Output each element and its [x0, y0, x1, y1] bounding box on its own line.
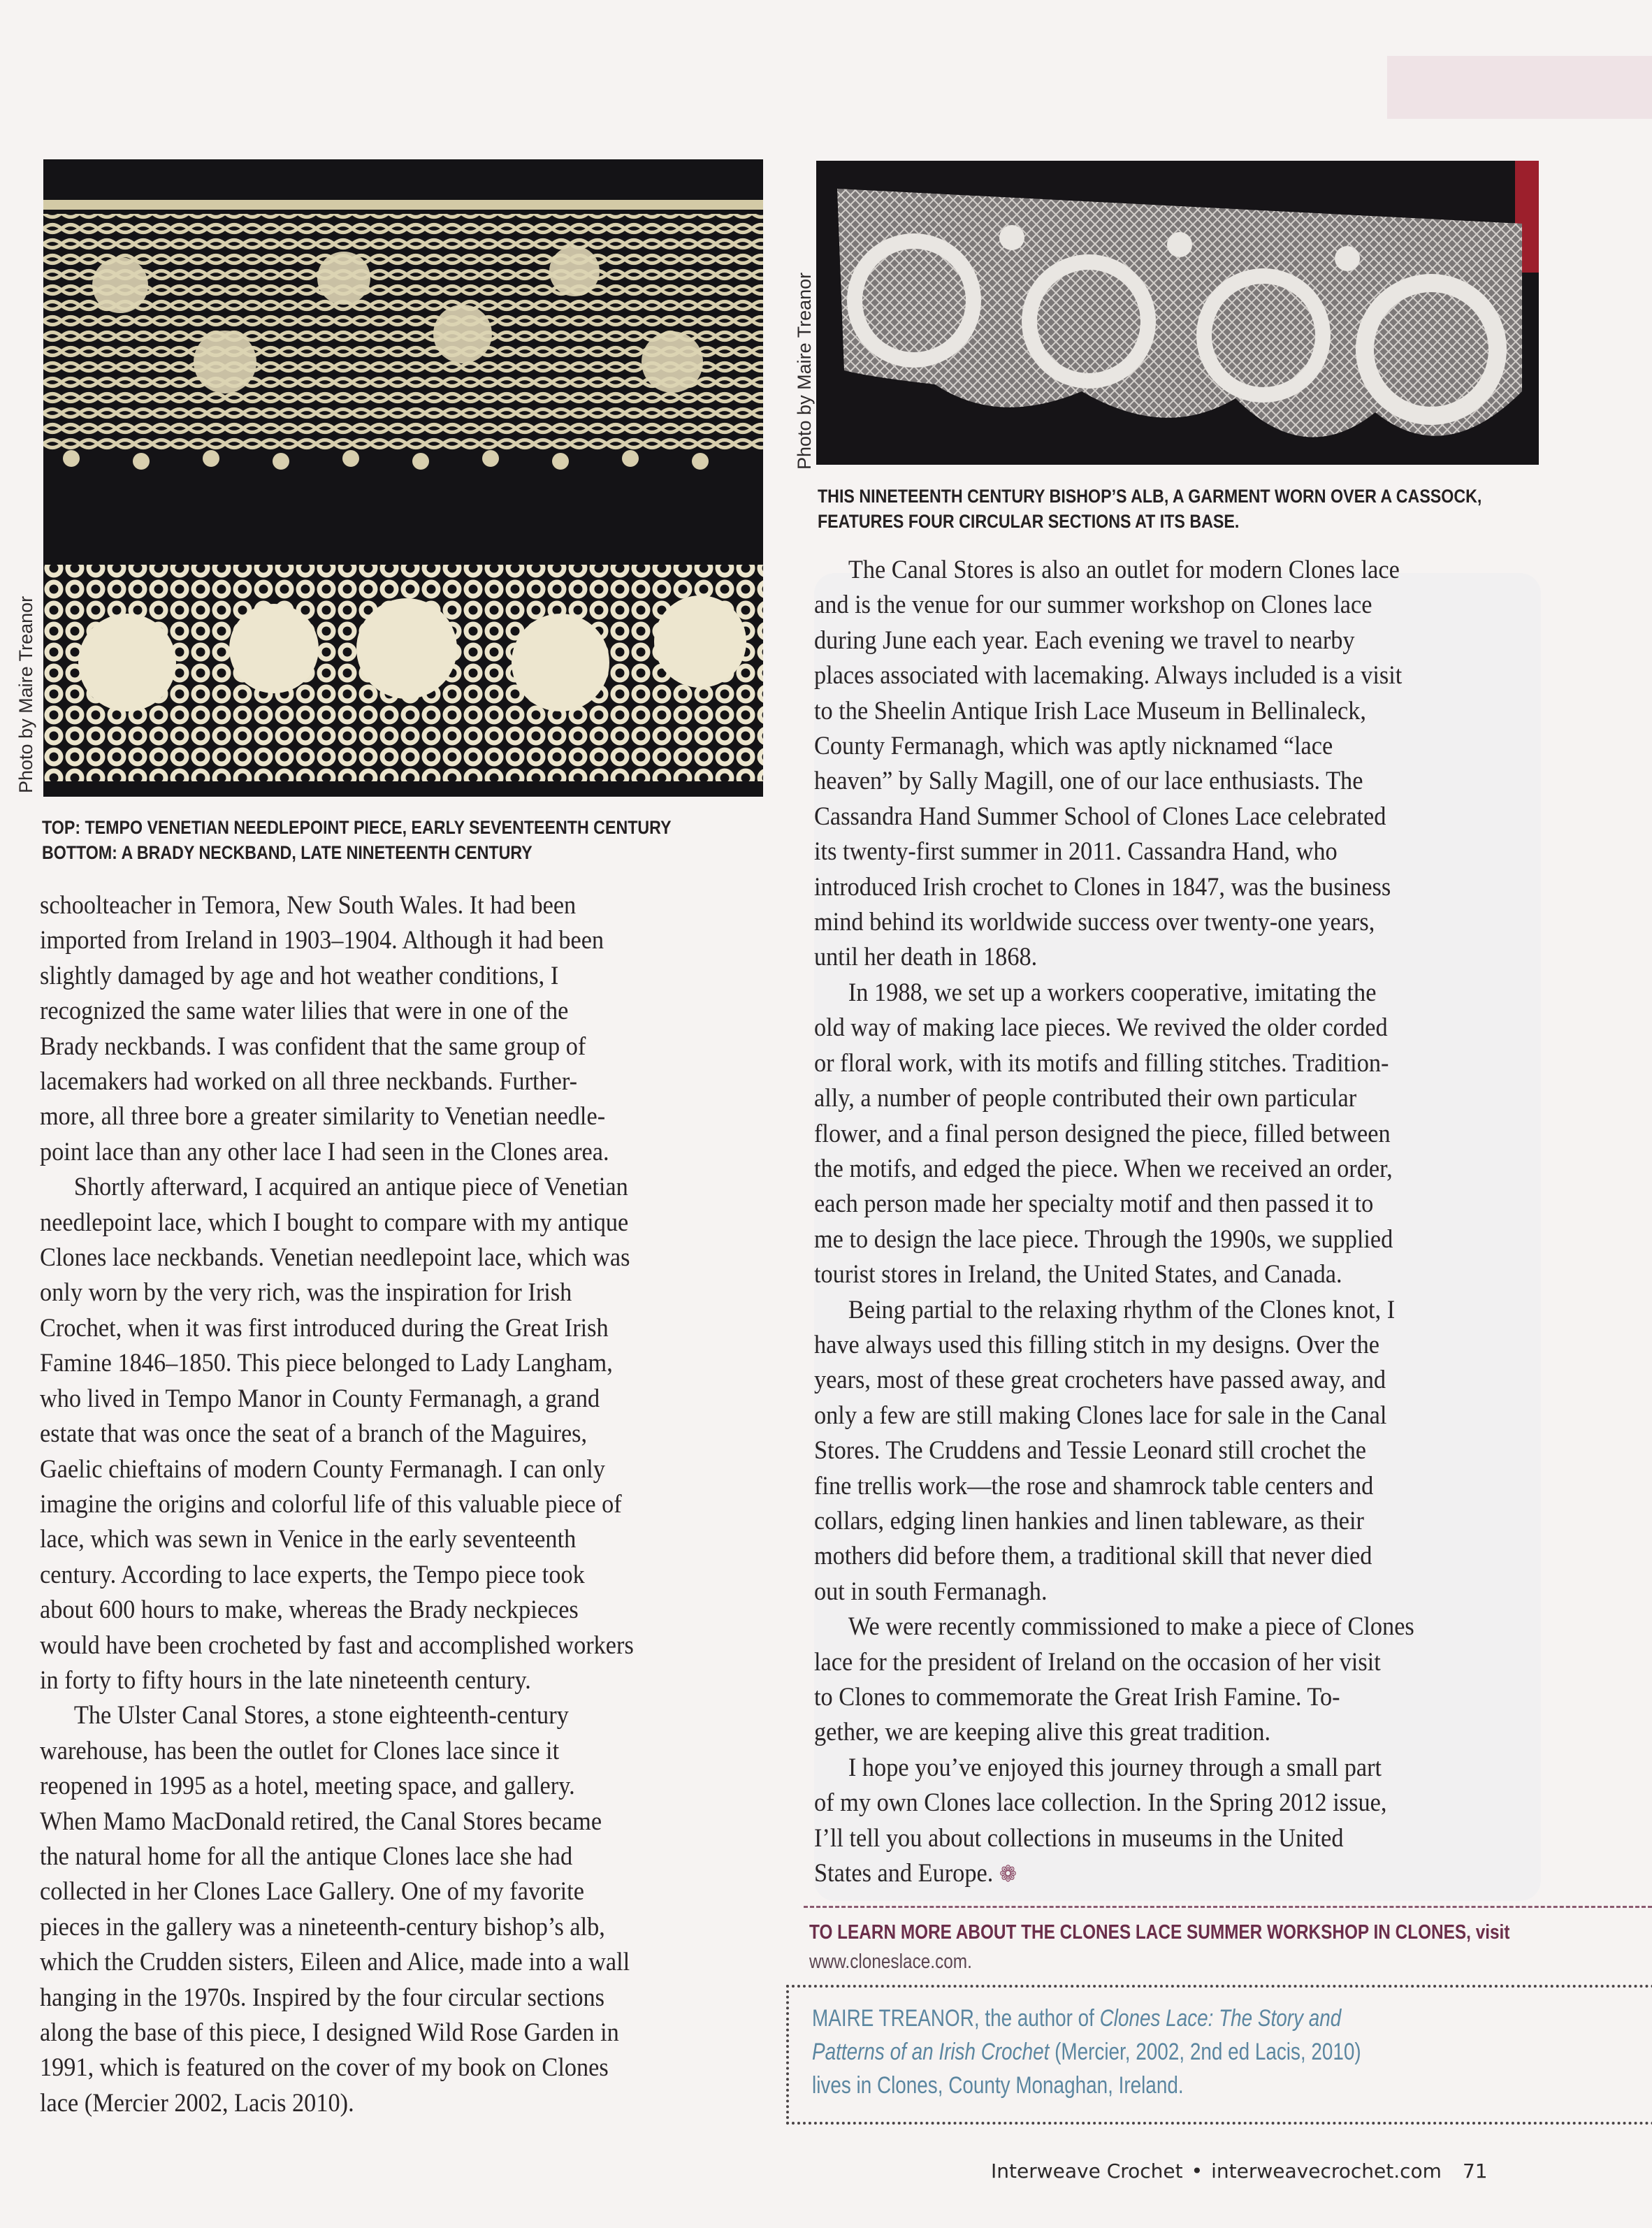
body-line: I hope you’ve enjoyed this journey through a small part: [848, 1752, 1382, 1781]
body-line: slightly damaged by age and hot weather conditions, I: [40, 960, 559, 990]
body-line: imported from Ireland in 1903–1904. Although it had been: [40, 925, 604, 955]
body-line: lace (Mercier 2002, Lacis 2010).: [40, 2088, 354, 2117]
body-line: mind behind its worldwide success over twenty-one years,: [814, 907, 1375, 936]
body-line: would have been crocheted by fast and accomplished workers: [40, 1630, 634, 1659]
body-line: Being partial to the relaxing rhythm of the Clones knot, I: [848, 1294, 1396, 1324]
caption-line: BOTTOM: A BRADY NECKBAND, LATE NINETEENTH CENTURY: [42, 842, 532, 863]
body-line: warehouse, has been the outlet for Clones lace since it: [40, 1735, 560, 1765]
callout-heading: TO LEARN MORE ABOUT THE CLONES LACE SUMMER WORKSHOP IN CLONES,: [809, 1921, 1471, 1944]
lace-photo-illustration: [43, 159, 763, 797]
body-line: along the base of this piece, I designed Wild Rose Garden in: [40, 2018, 619, 2046]
body-line: its twenty-first summer in 2011. Cassandra Hand, who: [814, 837, 1338, 866]
body-line: who lived in Tempo Manor in County Fermanagh, a grand: [40, 1383, 600, 1412]
body-line: pieces in the gallery was a nineteenth-century bishop’s alb,: [40, 1911, 605, 1941]
author-bio: [812, 2002, 1361, 2102]
body-line: collars, edging linen hankies and linen tableware, as their: [814, 1505, 1364, 1535]
flower-end-mark-icon: ❁: [999, 1861, 1017, 1887]
body-line: more, all three bore a greater similarity to Venetian needle-: [40, 1101, 606, 1131]
body-line-final: [814, 1856, 1504, 1891]
magazine-website: interweavecrochet.com: [1211, 2160, 1442, 2183]
photo-lace-neckbands: [43, 159, 763, 797]
body-line: and is the venue for our summer workshop on Clones lace: [814, 590, 1372, 619]
body-line: the natural home for all the antique Clones lace she had: [40, 1841, 573, 1870]
photo-credit: Photo by Maire Treanor: [794, 272, 815, 470]
body-line: flower, and a final person designed the piece, filled between: [814, 1118, 1391, 1148]
author-name: MAIRE TREANOR: [812, 2005, 974, 2032]
bio-text: , the author of: [973, 2005, 1100, 2032]
page-footer: [991, 2160, 1488, 2183]
body-line: point lace than any other lace I had seen in the Clones area.: [40, 1136, 609, 1166]
bio-text: (Mercier, 2002, 2nd ed Lacis, 2010): [1049, 2039, 1361, 2065]
body-line: or floral work, with its motifs and filling stitches. Tradition-: [814, 1048, 1389, 1077]
body-line: tourist stores in Ireland, the United States, and Canada.: [814, 1259, 1342, 1289]
body-line: lace for the president of Ireland on the occasion of her visit: [814, 1647, 1381, 1676]
decorative-tint-block: [1387, 56, 1652, 119]
body-line: introduced Irish crochet to Clones in 1847, was the business: [814, 871, 1391, 901]
magazine-name: Interweave Crochet: [991, 2160, 1183, 2183]
body-line: mothers did before them, a traditional skill that never died: [814, 1541, 1372, 1570]
body-line: Gaelic chieftains of modern County Fermanagh. I can only: [40, 1454, 605, 1483]
body-line: Brady neckbands. I was confident that the same group of: [40, 1031, 586, 1060]
body-line: The Ulster Canal Stores, a stone eighteenth-century: [73, 1700, 569, 1730]
body-line: to the Sheelin Antique Irish Lace Museum in Bellinaleck,: [814, 695, 1366, 725]
body-line: gether, we are keeping alive this great tradition.: [814, 1717, 1271, 1746]
book-title: Patterns of an Irish Crochet: [812, 2039, 1050, 2065]
body-line: places associated with lacemaking. Always included is a visit: [814, 660, 1403, 690]
book-title: Clones Lace: The Story and: [1099, 2005, 1342, 2032]
bullet-separator: •: [1191, 2160, 1203, 2183]
body-line: Shortly afterward, I acquired an antique piece of Venetian: [73, 1172, 628, 1201]
article-body-right-column: [814, 552, 1548, 1891]
body-line: County Fermanagh, which was aptly nicknamed “lace: [814, 731, 1333, 760]
body-line: heaven” by Sally Magill, one of our lace enthusiasts. The: [814, 766, 1363, 795]
callout-visit: visit: [1475, 1921, 1510, 1944]
caption-line: TOP: TEMPO VENETIAN NEEDLEPOINT PIECE, EARLY SEVENTEENTH CENTURY: [42, 817, 672, 838]
body-line: schoolteacher in Temora, New South Wales. It had been: [40, 890, 577, 919]
page-number: 71: [1462, 2160, 1488, 2183]
photo-bishops-alb: [816, 161, 1539, 465]
body-line: Cassandra Hand Summer School of Clones Lace celebrated: [814, 801, 1386, 830]
body-line: In 1988, we set up a workers cooperative, imitating the: [848, 977, 1377, 1006]
body-line: of my own Clones lace collection. In the Spring 2012 issue,: [814, 1788, 1387, 1817]
photo-caption: [42, 815, 672, 865]
body-line: needlepoint lace, which I bought to compare with my antique: [40, 1207, 629, 1236]
caption-line: THIS NINETEENTH CENTURY BISHOP’S ALB, A GARMENT WORN OVER A CASSOCK,: [818, 486, 1482, 507]
body-line: years, most of these great crocheters have passed away, and: [814, 1365, 1386, 1394]
body-line: imagine the origins and colorful life of this valuable piece of: [40, 1489, 622, 1518]
body-line: Crochet, when it was first introduced during the Great Irish: [40, 1312, 609, 1342]
bio-line: [812, 2002, 1361, 2035]
article-body-left-column: [40, 888, 774, 2120]
body-line: estate that was once the seat of a branch of the Maguires,: [40, 1419, 588, 1448]
body-line: out in south Fermanagh.: [814, 1576, 1048, 1605]
body-line: ally, a number of people contributed their own particular: [814, 1083, 1357, 1113]
workshop-callout: [809, 1918, 1509, 1976]
caption-line: FEATURES FOUR CIRCULAR SECTIONS AT ITS BASE.: [818, 511, 1240, 532]
body-line: lace, which was sewn in Venice in the early seventeenth: [40, 1524, 577, 1554]
body-line-text: States and Europe.: [814, 1858, 994, 1888]
body-line: until her death in 1868.: [814, 942, 1038, 971]
body-line: lacemakers had worked on all three neckbands. Further-: [40, 1066, 578, 1096]
body-line: collected in her Clones Lace Gallery. One of my favorite: [40, 1876, 584, 1906]
callout-link[interactable]: www.cloneslace.com.: [809, 1951, 972, 1973]
body-line: The Canal Stores is also an outlet for modern Clones lace: [848, 555, 1400, 584]
section-divider: [804, 1906, 1652, 1908]
bio-line: [812, 2035, 1361, 2069]
body-line: to Clones to commemorate the Great Irish Famine. To-: [814, 1682, 1340, 1711]
body-line: me to design the lace piece. Through the 1990s, we supplied: [814, 1224, 1393, 1253]
body-line: fine trellis work—the rose and shamrock table centers and: [814, 1470, 1374, 1500]
alb-photo-illustration: [816, 161, 1539, 465]
body-line: during June each year. Each evening we travel to nearby: [814, 625, 1355, 654]
body-line: only worn by the very rich, was the inspiration for Irish: [40, 1278, 572, 1307]
body-line: which the Crudden sisters, Eileen and Alice, made into a wall: [40, 1947, 630, 1976]
body-line: about 600 hours to make, whereas the Brady neckpieces: [40, 1595, 579, 1624]
body-line: have always used this filling stitch in my designs. Over the: [814, 1329, 1380, 1359]
body-line: Famine 1846–1850. This piece belonged to Lady Langham,: [40, 1348, 613, 1377]
body-line: 1991, which is featured on the cover of my book on Clones: [40, 2053, 609, 2082]
body-line: When Mamo MacDonald retired, the Canal Stores became: [40, 1806, 602, 1835]
photo-caption: [818, 484, 1481, 534]
body-line: hanging in the 1970s. Inspired by the four circular sections: [40, 1982, 605, 2011]
body-line: century. According to lace experts, the Tempo piece took: [40, 1559, 585, 1589]
photo-credit: Photo by Maire Treanor: [15, 595, 36, 793]
body-line: in forty to fifty hours in the late nineteenth century.: [40, 1665, 531, 1694]
body-line: reopened in 1995 as a hotel, meeting space, and gallery.: [40, 1771, 575, 1800]
body-line: Stores. The Cruddens and Tessie Leonard still crochet the: [814, 1435, 1367, 1465]
bio-line: lives in Clones, County Monaghan, Ireland.: [812, 2072, 1184, 2099]
body-line: We were recently commissioned to make a piece of Clones: [848, 1612, 1414, 1641]
body-line: Clones lace neckbands. Venetian needlepoint lace, which was: [40, 1243, 630, 1272]
body-line: each person made her specialty motif and then passed it to: [814, 1189, 1374, 1218]
body-line: old way of making lace pieces. We revived the older corded: [814, 1013, 1388, 1042]
body-line: only a few are still making Clones lace for sale in the Canal: [814, 1400, 1387, 1429]
body-line: recognized the same water lilies that were in one of the: [40, 996, 569, 1025]
body-line: I’ll tell you about collections in museums in the United: [814, 1823, 1344, 1852]
body-line: the motifs, and edged the piece. When we received an order,: [814, 1153, 1393, 1182]
